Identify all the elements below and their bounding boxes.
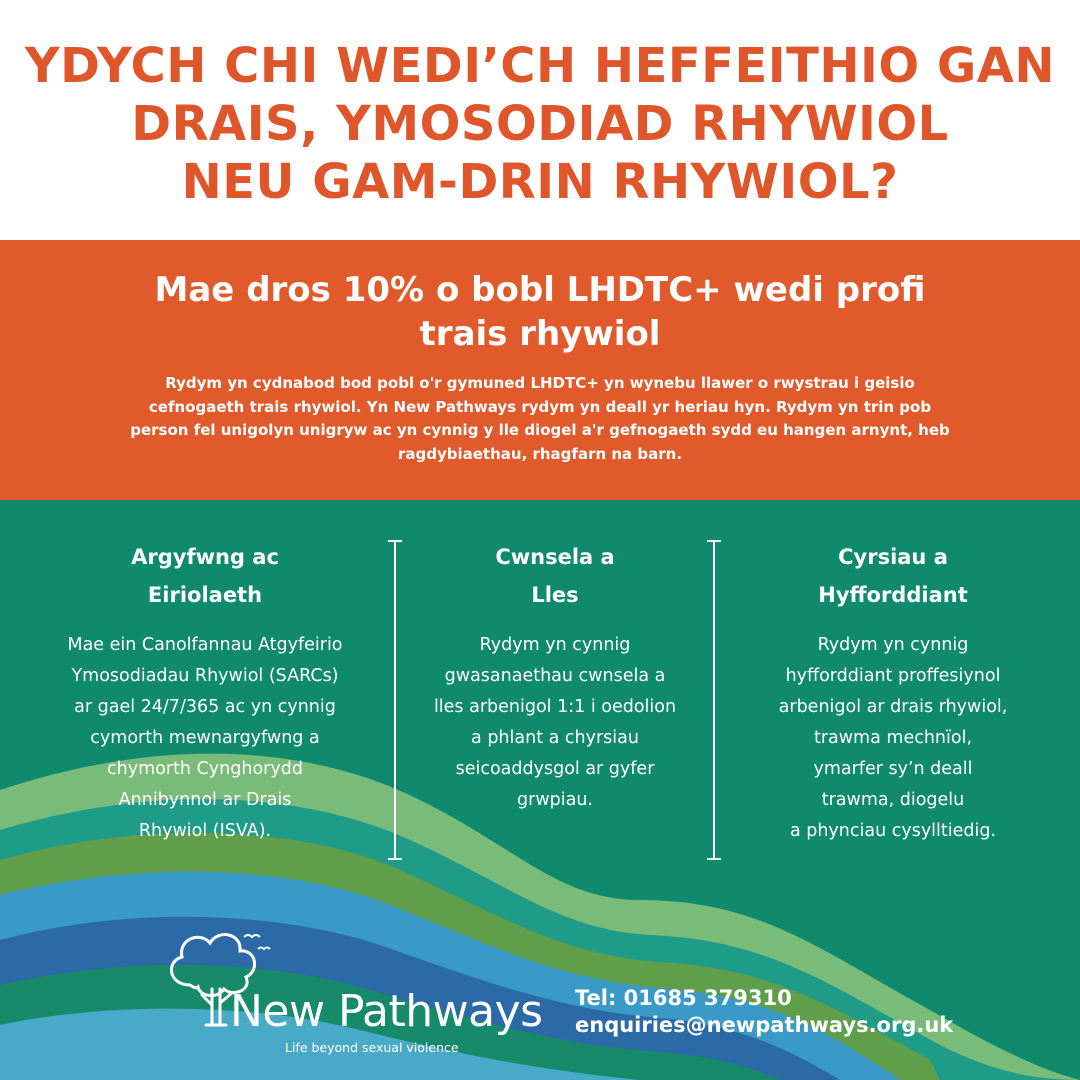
column-text-line: ar gael 24/7/365 ac yn cynnig (74, 697, 336, 717)
column-text-line: hyfforddiant proffesiynol (785, 666, 1001, 686)
column-title-line: Cyrsiau a (838, 545, 948, 569)
body-line-1: Rydym yn cydnabod bod pobl o'r gymuned LHDTC+ yn wynebu llawer o rwystrau i geisio (165, 374, 915, 392)
column-title (405, 538, 705, 614)
column-courses-training (728, 538, 1058, 847)
logo-brand-name: New Pathways (230, 986, 543, 1037)
column-divider (707, 540, 721, 860)
statistic-body (110, 372, 970, 466)
column-title-line: Lles (531, 583, 579, 607)
column-text-line: trawma, diogelu (821, 790, 965, 810)
column-text-line: lles arbenigol 1:1 i oedolion (433, 697, 677, 717)
headline-line-2: trais rhywiol (419, 314, 661, 354)
column-text-line: trawma mechnïol, (813, 728, 973, 748)
column-text-line: Rydym yn cynnig (479, 635, 631, 655)
column-text (40, 630, 370, 847)
column-text-line: Rydym yn cynnig (817, 635, 969, 655)
contact-email[interactable]: enquiries@newpathways.org.uk (575, 1013, 954, 1037)
column-text (728, 630, 1058, 847)
column-text-line: a phynciau cysylltiedig. (789, 821, 997, 841)
logo-tagline: Life beyond sexual violence (285, 1040, 459, 1055)
column-divider (388, 540, 402, 860)
title-line-1: YDYCH CHI WEDI’CH HEFFEITHIO GAN (24, 38, 1056, 94)
title-line-2: DRAIS, YMOSODIAD RHYWIOL (131, 96, 949, 152)
header (0, 0, 1080, 240)
column-title (728, 538, 1058, 614)
contact-info (575, 985, 953, 1039)
column-title (40, 538, 370, 614)
column-title-line: Hyfforddiant (818, 583, 968, 607)
headline-line-1: Mae dros 10% o bobl LHDTC+ wedi profi (154, 270, 926, 310)
column-counselling-wellbeing (405, 538, 705, 816)
body-line-2: cefnogaeth trais rhywiol. Yn New Pathways rydym yn deall yr heriau hyn. Rydym yn trin pob (148, 397, 932, 416)
column-text-line: chymorth Cynghorydd (107, 759, 303, 779)
column-text-line: seicoaddysgol ar gyfer (455, 759, 655, 779)
column-title-line: Argyfwng ac (131, 545, 279, 569)
column-text-line: cymorth mewnargyfwng a (90, 728, 320, 748)
title-line-3: NEU GAM-DRIN RHYWIOL? (181, 154, 899, 210)
column-title-line: Cwnsela a (495, 545, 615, 569)
services-section (0, 500, 1080, 1080)
column-text-line: Ymosodiadau Rhywiol (SARCs) (71, 666, 339, 686)
column-text-line: Mae ein Canolfannau Atgyfeirio (67, 635, 343, 655)
column-text-line: Annibynnol ar Drais (118, 790, 292, 810)
contact-phone[interactable]: Tel: 01685 379310 (575, 986, 792, 1010)
column-text-line: a phlant a chyrsiau (471, 728, 639, 748)
statistic-band (0, 240, 1080, 500)
body-line-3: person fel unigolyn unigryw ac yn cynnig y lle diogel a'r gefnogaeth sydd eu hangen arnynt, heb (130, 421, 950, 439)
column-crisis-advocacy (40, 538, 370, 847)
column-text-line: Rhywiol (ISVA). (138, 821, 272, 841)
column-text-line: ymarfer sy’n deall (813, 759, 973, 779)
statistic-headline (155, 268, 926, 356)
column-title-line: Eiriolaeth (147, 583, 263, 607)
column-text-line: grwpiau. (517, 790, 593, 810)
column-text-line: arbenigol ar drais rhywiol, (778, 697, 1008, 717)
column-text-line: gwasanaethau cwnsela a (444, 666, 666, 686)
new-pathways-logo (160, 925, 560, 1065)
column-text (405, 630, 705, 816)
body-line-4: ragdybiaethau, rhagfarn na barn. (397, 444, 683, 463)
